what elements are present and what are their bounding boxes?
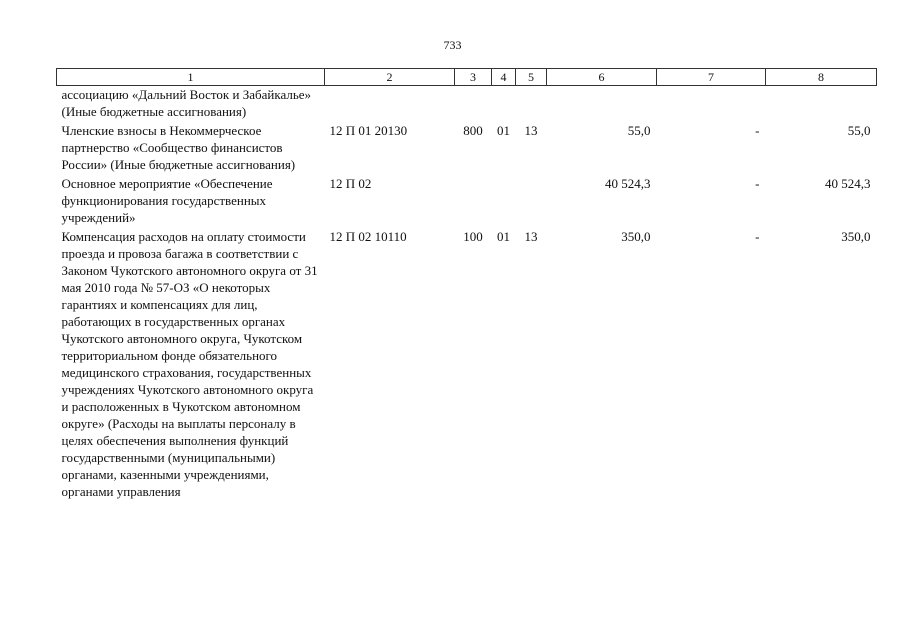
table-row	[57, 86, 877, 123]
column-header-1: 1	[57, 69, 325, 86]
row-section: 01	[497, 229, 510, 244]
row-amount-6: 55,0	[627, 123, 651, 138]
row-subsection: 13	[524, 123, 538, 138]
row-subsection	[516, 175, 547, 228]
column-header-3: 3	[455, 69, 492, 86]
row-section: 01	[497, 123, 510, 138]
row-section	[492, 86, 516, 123]
row-amount-7: -	[755, 176, 760, 191]
row-name: Членские взносы в Некоммерческое партнерство «Сообщество финансистов России» (Иные бюджетные ассигнования)	[61, 123, 296, 172]
row-code: 12 П 02	[329, 176, 372, 191]
row-amount-8: 55,0	[847, 123, 871, 138]
row-amount-8	[766, 86, 877, 123]
row-name: ассоциацию «Дальний Восток и Забайкалье» (Иные бюджетные ассигнования)	[61, 87, 312, 119]
row-expense-type: 800	[463, 123, 483, 138]
row-expense-type	[455, 86, 492, 123]
column-header-5: 5	[516, 69, 547, 86]
row-amount-6: 350,0	[621, 229, 651, 244]
row-code: 12 П 02 10110	[329, 229, 407, 244]
column-header-2: 2	[325, 69, 455, 86]
row-amount-6	[547, 86, 657, 123]
column-header-8: 8	[766, 69, 877, 86]
row-subsection: 13	[524, 229, 538, 244]
row-amount-7: -	[755, 123, 760, 138]
row-name: Компенсация расходов на оплату стоимости проезда и провоза багажа в соответствии с Законом Чукотского автономного округа от 31 мая 2010 года № 57-ОЗ «О некоторых гарантиях и компенсациях для лиц, работающих в государственных органах Чукотского автономного округа, Чукотском территориальном фонде обязательного медицинского страхования, государственных учреждениях Чукотского автономного округа и расположенных в Чукотском автономном округе» (Расходы на выплаты персоналу в целях обеспечения выполнения функций государственными (муниципальными) органами, казенными учреждениями, органами управления	[61, 229, 318, 499]
row-expense-type: 100	[463, 229, 483, 244]
row-section	[492, 175, 516, 228]
column-header-4: 4	[492, 69, 516, 86]
page-number: 733	[443, 38, 462, 52]
row-code	[325, 86, 455, 123]
column-header-7: 7	[657, 69, 766, 86]
table-row	[57, 228, 877, 502]
row-amount-7: -	[755, 229, 760, 244]
row-amount-8: 40 524,3	[825, 176, 871, 191]
row-amount-6: 40 524,3	[605, 176, 651, 191]
row-amount-7	[657, 86, 766, 123]
table-row	[57, 175, 877, 228]
table-row	[57, 122, 877, 175]
row-code: 12 П 01 20130	[329, 123, 408, 138]
row-amount-8: 350,0	[841, 229, 871, 244]
table-header-row	[57, 69, 877, 86]
row-subsection	[516, 86, 547, 123]
budget-table	[56, 68, 877, 502]
row-name: Основное мероприятие «Обеспечение функционирования государственных учреждений»	[61, 176, 273, 225]
column-header-6: 6	[547, 69, 657, 86]
row-expense-type	[455, 175, 492, 228]
